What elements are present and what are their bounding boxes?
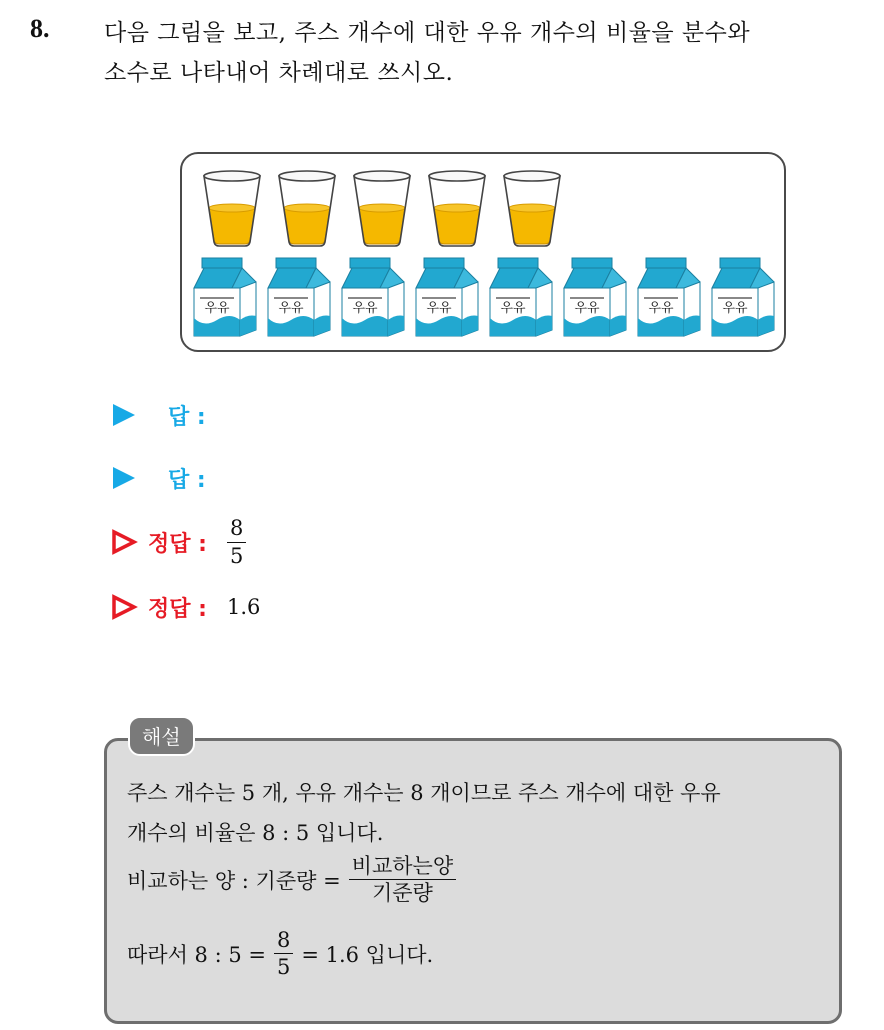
milk-carton-icon bbox=[638, 258, 700, 336]
explanation-line3 bbox=[127, 855, 456, 904]
milk-carton-icon bbox=[268, 258, 330, 336]
milk-carton-icon bbox=[564, 258, 626, 336]
answer-row-2 bbox=[110, 458, 206, 498]
fraction-bar bbox=[349, 879, 456, 880]
answer-label: 답 : bbox=[168, 467, 206, 493]
formula-denominator: 기준량 bbox=[371, 881, 433, 906]
explanation-line2: 개수의 비율은 8 : 5 입니다. bbox=[127, 821, 384, 845]
milk-carton-label: 우유 bbox=[648, 301, 674, 316]
question-text-line2: 소수로 나타내어 차례대로 쓰시오. bbox=[104, 60, 454, 86]
explanation-line1: 주스 개수는 5 개, 우유 개수는 8 개이므로 주스 개수에 대한 우유 bbox=[127, 781, 721, 805]
milk-carton-icon bbox=[490, 258, 552, 336]
correct-answer-row-1 bbox=[110, 512, 246, 572]
milk-carton-icon bbox=[416, 258, 478, 336]
milk-carton-label: 우유 bbox=[204, 301, 230, 316]
milk-carton-icon bbox=[194, 258, 256, 336]
milk-carton-label: 우유 bbox=[278, 301, 304, 316]
conclusion-numerator: 8 bbox=[276, 928, 291, 952]
answer-row-1 bbox=[110, 395, 206, 435]
fraction-bar bbox=[227, 542, 246, 543]
correct-decimal: 1.6 bbox=[226, 595, 261, 619]
milk-carton-label: 우유 bbox=[426, 301, 452, 316]
formula-prefix: 비교하는 양 : 기준량 = bbox=[127, 868, 341, 893]
answer-arrow-icon bbox=[110, 401, 138, 429]
explanation-tag: 해설 bbox=[128, 716, 195, 756]
conclusion-fraction bbox=[274, 929, 293, 978]
figure-drawing bbox=[182, 154, 784, 350]
answer-arrow-icon bbox=[110, 464, 138, 492]
milk-carton-icon bbox=[342, 258, 404, 336]
question-number: 8. bbox=[30, 14, 50, 43]
explanation-line4 bbox=[127, 929, 433, 978]
answer-label: 답 : bbox=[168, 404, 206, 430]
correct-fraction bbox=[227, 517, 246, 566]
juice-glass-icon bbox=[279, 171, 335, 246]
fraction-bar bbox=[274, 953, 293, 954]
conclusion-prefix: 따라서 8 : 5 = bbox=[127, 942, 266, 967]
correct-label: 정답 : bbox=[148, 596, 207, 622]
conclusion-suffix: = 1.6 입니다. bbox=[301, 942, 434, 967]
question-text-line1: 다음 그림을 보고, 주스 개수에 대한 우유 개수의 비율을 분수와 bbox=[104, 20, 751, 46]
formula-fraction bbox=[349, 855, 456, 904]
milk-carton-label: 우유 bbox=[500, 301, 526, 316]
fraction-numerator: 8 bbox=[229, 516, 244, 541]
correct-label: 정답 : bbox=[148, 531, 207, 557]
juice-glass-icon bbox=[354, 171, 410, 246]
conclusion-denominator: 5 bbox=[276, 955, 291, 980]
juice-milk-figure bbox=[180, 152, 786, 352]
juice-glass-icon bbox=[504, 171, 560, 246]
milk-carton-label: 우유 bbox=[722, 301, 748, 316]
milk-carton-label: 우유 bbox=[574, 301, 600, 316]
correct-arrow-icon bbox=[110, 528, 138, 556]
milk-carton-label: 우유 bbox=[352, 301, 378, 316]
correct-answer-row-2 bbox=[110, 587, 260, 627]
juice-glass-icon bbox=[204, 171, 260, 246]
formula-numerator: 비교하는양 bbox=[351, 854, 454, 878]
juice-glass-icon bbox=[429, 171, 485, 246]
explanation-box bbox=[104, 738, 842, 1024]
milk-carton-icon bbox=[712, 258, 774, 336]
correct-arrow-icon bbox=[110, 593, 138, 621]
fraction-denominator: 5 bbox=[229, 543, 244, 568]
